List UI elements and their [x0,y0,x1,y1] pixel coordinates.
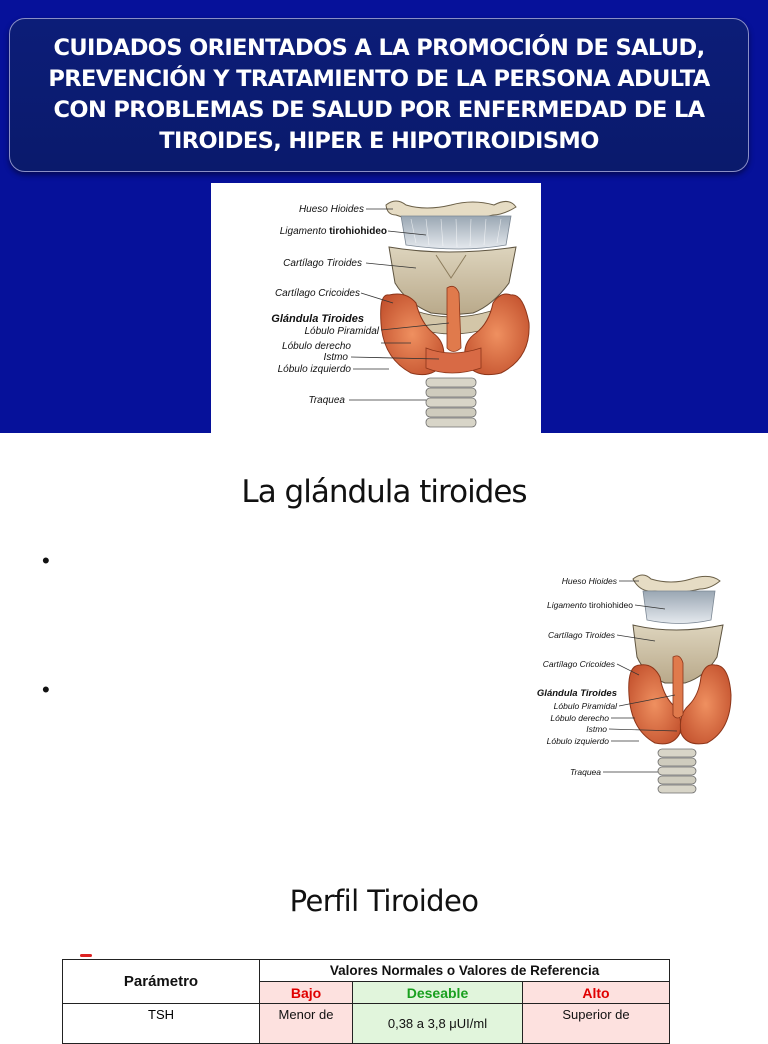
label-traquea: Traquea [569,767,601,777]
title-box [9,18,749,172]
red-mark [80,954,92,957]
low-cell: Menor de [260,1004,353,1044]
param-header: Parámetro [63,960,260,1004]
title-line: CUIDADOS ORIENTADOS A LA PROMOCIÓN DE SALUD, [53,35,705,61]
high-header: Alto [523,982,670,1004]
label-cartilago-cricoides: Cartílago Cricoides [274,288,360,299]
label-ligamento: Ligamento tirohiohideo [279,226,387,237]
label-ligamento: Ligamento tirohiohideo [546,600,633,610]
label-lobulo-derecho: Lóbulo derecho [282,341,351,352]
label-lobulo-izquierdo: Lóbulo izquierdo [277,364,351,375]
title-line: TIROIDES, HIPER E HIPOTIROIDISMO [159,128,599,154]
ok-header: Deseable [353,982,523,1004]
title-line: PREVENCIÓN Y TRATAMIENTO DE LA PERSONA ADULTA [48,66,710,92]
section-title: La glándula tiroides [241,474,527,510]
param-cell: TSH [63,1004,260,1044]
high-cell: Superior de [523,1004,670,1044]
label-lobulo-izquierdo: Lóbulo izquierdo [546,736,609,746]
pyramidal-lobe-shape [447,286,461,351]
title-slide [0,0,768,433]
thyroid-anatomy-diagram-small [515,565,740,800]
slide-title [30,33,728,157]
label-traquea: Traquea [308,395,345,406]
reference-values-table [62,959,670,1044]
label-lobulo-piramidal: Lóbulo Piramidal [553,701,617,711]
ok-cell: 0,38 a 3,8 μUI/ml [353,1004,523,1044]
label-istmo: Istmo [323,352,348,363]
title-line: CON PROBLEMAS DE SALUD POR ENFERMEDAD DE LA [53,97,705,123]
low-header: Bajo [260,982,353,1004]
thyroid-anatomy-diagram [211,183,541,433]
group-header: Valores Normales o Valores de Referencia [260,960,670,982]
label-cartilago-tiroides: Cartílago Tiroides [283,258,362,269]
label-hueso-hioides: Hueso Hioides [298,204,364,215]
bullet-point: • [42,677,50,702]
label-hueso-hioides: Hueso Hioides [561,576,617,586]
label-cartilago-tiroides: Cartílago Tiroides [547,630,615,640]
label-glandula-tiroides: Glándula Tiroides [271,313,364,325]
label-istmo: Istmo [586,724,607,734]
label-cartilago-cricoides: Cartílago Cricoides [542,659,615,669]
label-lobulo-derecho: Lóbulo derecho [550,713,609,723]
section-title: Perfil Tiroideo [289,884,479,918]
label-glandula-tiroides: Glándula Tiroides [536,688,617,699]
bullet-point: • [42,548,50,573]
label-lobulo-piramidal: Lóbulo Piramidal [304,326,379,337]
trachea-shape [426,378,476,427]
